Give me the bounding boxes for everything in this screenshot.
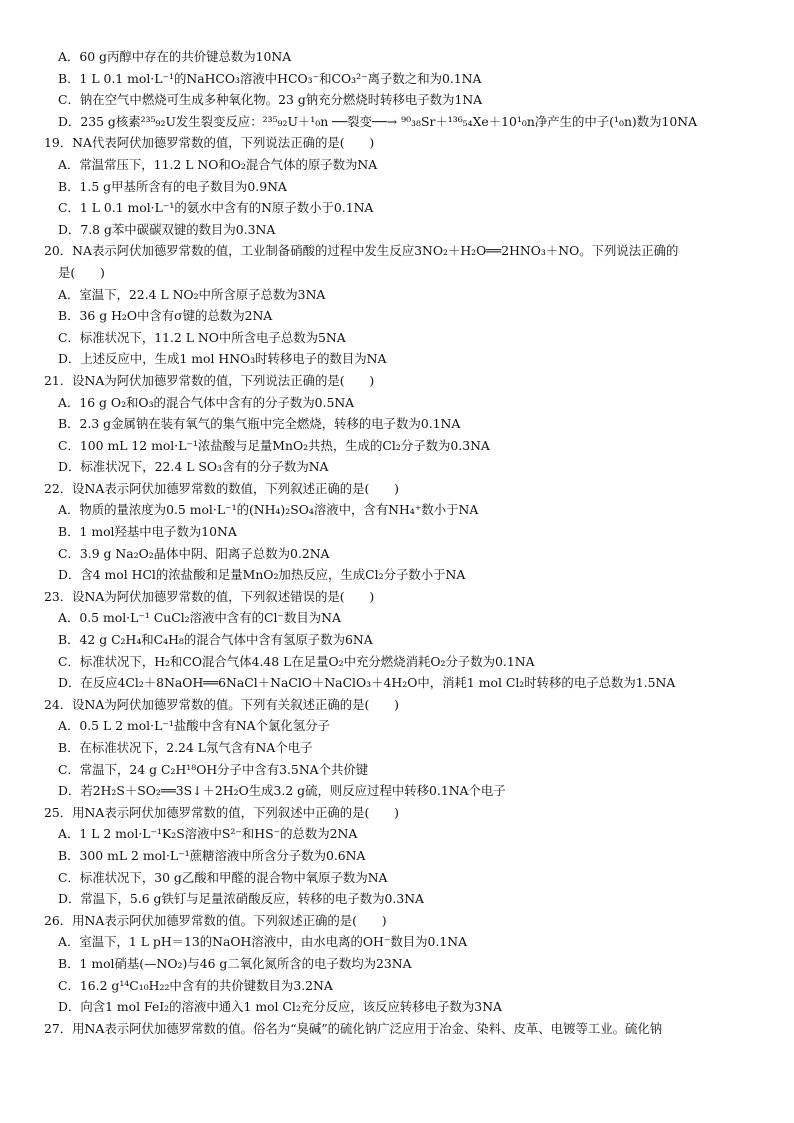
answer-option: A．0.5 L 2 mol·L⁻¹盐酸中含有NA个氯化氢分子 — [58, 718, 330, 734]
answer-option: A．室温下，1 L pH＝13的NaOH溶液中，由水电离的OH⁻数目为0.1NA — [58, 934, 468, 950]
answer-option: D．235 g核素²³⁵₉₂U发生裂变反应：²³⁵₉₂U＋¹₀n ──裂变──→ ⁹⁰₃₈Sr＋¹³⁶₅₄Xe＋10¹₀n净产生的中子(¹₀n)数为10NA — [58, 113, 698, 129]
answer-option: C．钠在空气中燃烧可生成多种氧化物。23 g钠充分燃烧时转移电子数为1NA — [58, 92, 483, 108]
answer-option: B．1 L 0.1 mol·L⁻¹的NaHCO₃溶液中HCO₃⁻和CO₃²⁻离子数之和为0.1NA — [58, 70, 482, 86]
answer-option: D．向含1 mol FeI₂的溶液中通入1 mol Cl₂充分反应，该反应转移电子数为3NA — [58, 999, 502, 1015]
answer-option: C．1 L 0.1 mol·L⁻¹的氨水中含有的N原子数小于0.1NA — [58, 200, 374, 216]
answer-option: B．1 mol硝基(—NO₂)与46 g二氧化氮所含的电子数均为23NA — [58, 955, 412, 971]
question-stem: 25．用NA表示阿伏加德罗常数的值，下列叙述中正确的是( ) — [44, 804, 399, 820]
question-stem: 23．设NA为阿伏加德罗常数的值，下列叙述错误的是( ) — [44, 588, 375, 604]
answer-option: B．1 mol羟基中电子数为10NA — [58, 524, 237, 540]
answer-option: A．60 g丙醇中存在的共价键总数为10NA — [58, 49, 292, 64]
answer-option: B．2.3 g金属钠在装有氧气的集气瓶中完全燃烧，转移的电子数为0.1NA — [58, 416, 461, 432]
answer-option: A．物质的量浓度为0.5 mol·L⁻¹的(NH₄)₂SO₄溶液中，含有NH₄⁺数小于NA — [58, 502, 479, 518]
answer-option: D．在反应4Cl₂＋8NaOH══6NaCl＋NaClO＋NaClO₃＋4H₂O中，消耗1 mol Cl₂时转移的电子总数为1.5NA — [58, 675, 676, 691]
question-list — [44, 46, 760, 1039]
question-stem: 19．NA代表阿伏加德罗常数的值，下列说法正确的是( ) — [44, 135, 375, 151]
answer-option: C．常温下，24 g C₂H¹⁸OH分子中含有3.5NA个共价键 — [58, 761, 369, 777]
answer-option: B．300 mL 2 mol·L⁻¹蔗糖溶液中所含分子数为0.6NA — [58, 847, 366, 863]
question-stem: 26．用NA表示阿伏加德罗常数的值。下列叙述正确的是( ) — [44, 912, 387, 928]
answer-option: C．16.2 g¹⁴C₁₀H₂₂中含有的共价键数目为3.2NA — [58, 977, 333, 993]
answer-option: A．1 L 2 mol·L⁻¹K₂S溶液中S²⁻和HS⁻的总数为2NA — [58, 826, 358, 842]
answer-option: D．标准状况下，22.4 L SO₃含有的分子数为NA — [58, 459, 329, 475]
question-stem: 21．设NA为阿伏加德罗常数的值，下列说法正确的是( ) — [44, 372, 375, 388]
answer-option: C．标准状况下，H₂和CO混合气体4.48 L在足量O₂中充分燃烧消耗O₂分子数为0.1NA — [58, 653, 535, 669]
answer-option: D．上述反应中，生成1 mol HNO₃时转移电子的数目为NA — [58, 351, 387, 367]
answer-option: C．标准状况下，30 g乙酸和甲醛的混合物中氧原子数为NA — [58, 869, 388, 885]
answer-option: C．100 mL 12 mol·L⁻¹浓盐酸与足量MnO₂共热，生成的Cl₂分子数为0.3NA — [58, 437, 490, 453]
answer-option: A．0.5 mol·L⁻¹ CuCl₂溶液中含有的Cl⁻数目为NA — [58, 610, 341, 626]
answer-option: C．3.9 g Na₂O₂晶体中阴、阳离子总数为0.2NA — [58, 545, 330, 561]
answer-option: A．常温常压下，11.2 L NO和O₂混合气体的原子数为NA — [58, 156, 378, 172]
answer-option: B．42 g C₂H₄和C₄H₈的混合气体中含有氢原子数为6NA — [58, 632, 373, 648]
answer-option: D．常温下，5.6 g铁钉与足量浓硝酸反应，转移的电子数为0.3NA — [58, 891, 424, 907]
question-stem: 22．设NA表示阿伏加德罗常数的数值，下列叙述正确的是( ) — [44, 480, 399, 496]
question-stem-continuation: 是( ) — [58, 264, 105, 280]
answer-option: C．标准状况下，11.2 L NO中所含电子总数为5NA — [58, 329, 346, 345]
answer-option: D．含4 mol HCl的浓盐酸和足量MnO₂加热反应，生成Cl₂分子数小于NA — [58, 567, 466, 583]
answer-option: D．若2H₂S＋SO₂══3S↓＋2H₂O生成3.2 g硫，则反应过程中转移0.1NA个电子 — [58, 783, 506, 799]
answer-option: D．7.8 g苯中碳碳双键的数目为0.3NA — [58, 221, 276, 237]
answer-option: A．室温下，22.4 L NO₂中所含原子总数为3NA — [58, 286, 326, 302]
question-stem: 20．NA表示阿伏加德罗常数的值，工业制备硝酸的过程中发生反应3NO₂＋H₂O══2HNO₃＋NO。下列说法正确的 — [44, 243, 679, 259]
answer-option: B．36 g H₂O中含有σ键的总数为2NA — [58, 308, 273, 324]
question-stem: 27．用NA表示阿伏加德罗常数的值。俗名为“臭碱”的硫化钠广泛应用于冶金、染料、皮革、电镀等工业。硫化钠 — [44, 1020, 663, 1036]
answer-option: B．在标准状况下，2.24 L氖气含有NA个电子 — [58, 740, 313, 755]
answer-option: A．16 g O₂和O₃的混合气体中含有的分子数为0.5NA — [58, 394, 355, 410]
answer-option: B．1.5 g甲基所含有的电子数目为0.9NA — [58, 178, 287, 194]
question-stem: 24．设NA为阿伏加德罗常数的值。下列有关叙述正确的是( ) — [44, 696, 399, 712]
